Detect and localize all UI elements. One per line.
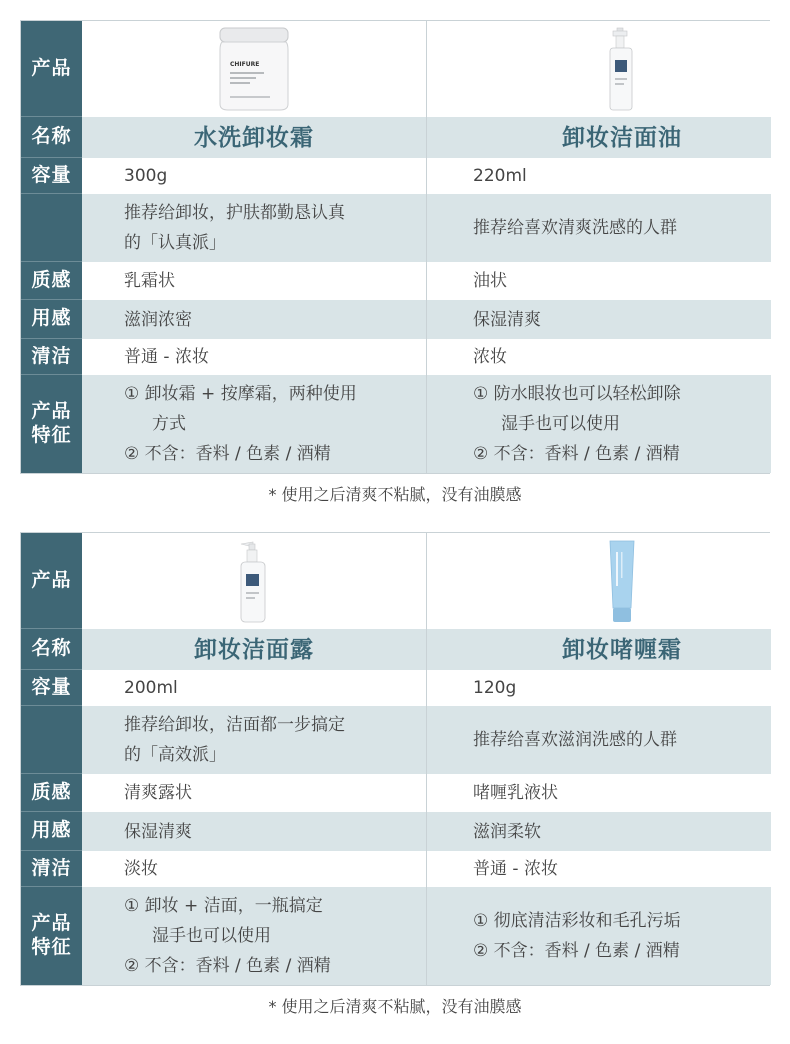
comparison-table-1 <box>20 20 770 474</box>
row-label-cleansing: 清洁 <box>21 339 82 375</box>
row-label-recommend <box>21 706 82 774</box>
features-text: ① 防水眼妆也可以轻松卸除 湿手也可以使用 ② 不含：香料 / 色素 / 酒精 <box>426 375 771 473</box>
product-name: 卸妆啫喱霜 <box>426 629 771 670</box>
cream-jar-image <box>216 26 292 112</box>
features-text: ① 卸妆霜 + 按摩霜，两种使用 方式 ② 不含：香料 / 色素 / 酒精 <box>82 375 426 473</box>
row-label-features: 产品 特征 <box>21 887 82 985</box>
jar-brand-text: CHIFURE <box>230 61 260 68</box>
row-label-product: 产品 <box>21 533 82 629</box>
oil-bottle-image <box>607 26 637 112</box>
capacity-value: 220ml <box>426 158 771 194</box>
row-label-texture: 质感 <box>21 774 82 812</box>
feel-value: 滋润浓密 <box>82 300 426 339</box>
recommend-text: 推荐给喜欢清爽洗感的人群 <box>426 194 771 262</box>
cleansing-value: 普通 - 浓妆 <box>82 339 426 375</box>
product-image-cell <box>426 533 771 629</box>
feel-value: 保湿清爽 <box>82 812 426 851</box>
product-name: 卸妆洁面油 <box>426 117 771 158</box>
pump-bottle-image <box>237 538 271 624</box>
row-label-features: 产品 特征 <box>21 375 82 473</box>
row-label-texture: 质感 <box>21 262 82 300</box>
product-image-cell <box>82 533 426 629</box>
product-name: 水洗卸妆霜 <box>82 117 426 158</box>
features-text: ① 卸妆 + 洁面，一瓶搞定 湿手也可以使用 ② 不含：香料 / 色素 / 酒精 <box>82 887 426 985</box>
row-label-name: 名称 <box>21 629 82 670</box>
product-name: 卸妆洁面露 <box>82 629 426 670</box>
feel-value: 保湿清爽 <box>426 300 771 339</box>
recommend-text: 推荐给卸妆，护肤都勤恳认真 的「认真派」 <box>82 194 426 262</box>
footnote: * 使用之后清爽不粘腻，没有油膜感 <box>268 485 522 504</box>
row-label-feel: 用感 <box>21 812 82 851</box>
texture-value: 乳霜状 <box>82 262 426 300</box>
row-label-name: 名称 <box>21 117 82 158</box>
texture-value: 清爽露状 <box>82 774 426 812</box>
cleansing-value: 普通 - 浓妆 <box>426 851 771 887</box>
row-label-recommend <box>21 194 82 262</box>
texture-value: 啫喱乳液状 <box>426 774 771 812</box>
tube-image <box>607 538 637 624</box>
row-label-product: 产品 <box>21 21 82 117</box>
texture-value: 油状 <box>426 262 771 300</box>
comparison-table-2 <box>20 532 770 986</box>
features-text: ① 彻底清洁彩妆和毛孔污垢 ② 不含：香料 / 色素 / 酒精 <box>426 887 771 985</box>
recommend-text: 推荐给喜欢滋润洗感的人群 <box>426 706 771 774</box>
cleansing-value: 浓妆 <box>426 339 771 375</box>
capacity-value: 300g <box>82 158 426 194</box>
cleansing-value: 淡妆 <box>82 851 426 887</box>
recommend-text: 推荐给卸妆，洁面都一步搞定 的「高效派」 <box>82 706 426 774</box>
product-image-cell <box>82 21 426 117</box>
row-label-cleansing: 清洁 <box>21 851 82 887</box>
feel-value: 滋润柔软 <box>426 812 771 851</box>
row-label-feel: 用感 <box>21 300 82 339</box>
capacity-value: 200ml <box>82 670 426 706</box>
row-label-capacity: 容量 <box>21 158 82 194</box>
product-image-cell <box>426 21 771 117</box>
capacity-value: 120g <box>426 670 771 706</box>
footnote: * 使用之后清爽不粘腻，没有油膜感 <box>268 997 522 1016</box>
row-label-capacity: 容量 <box>21 670 82 706</box>
